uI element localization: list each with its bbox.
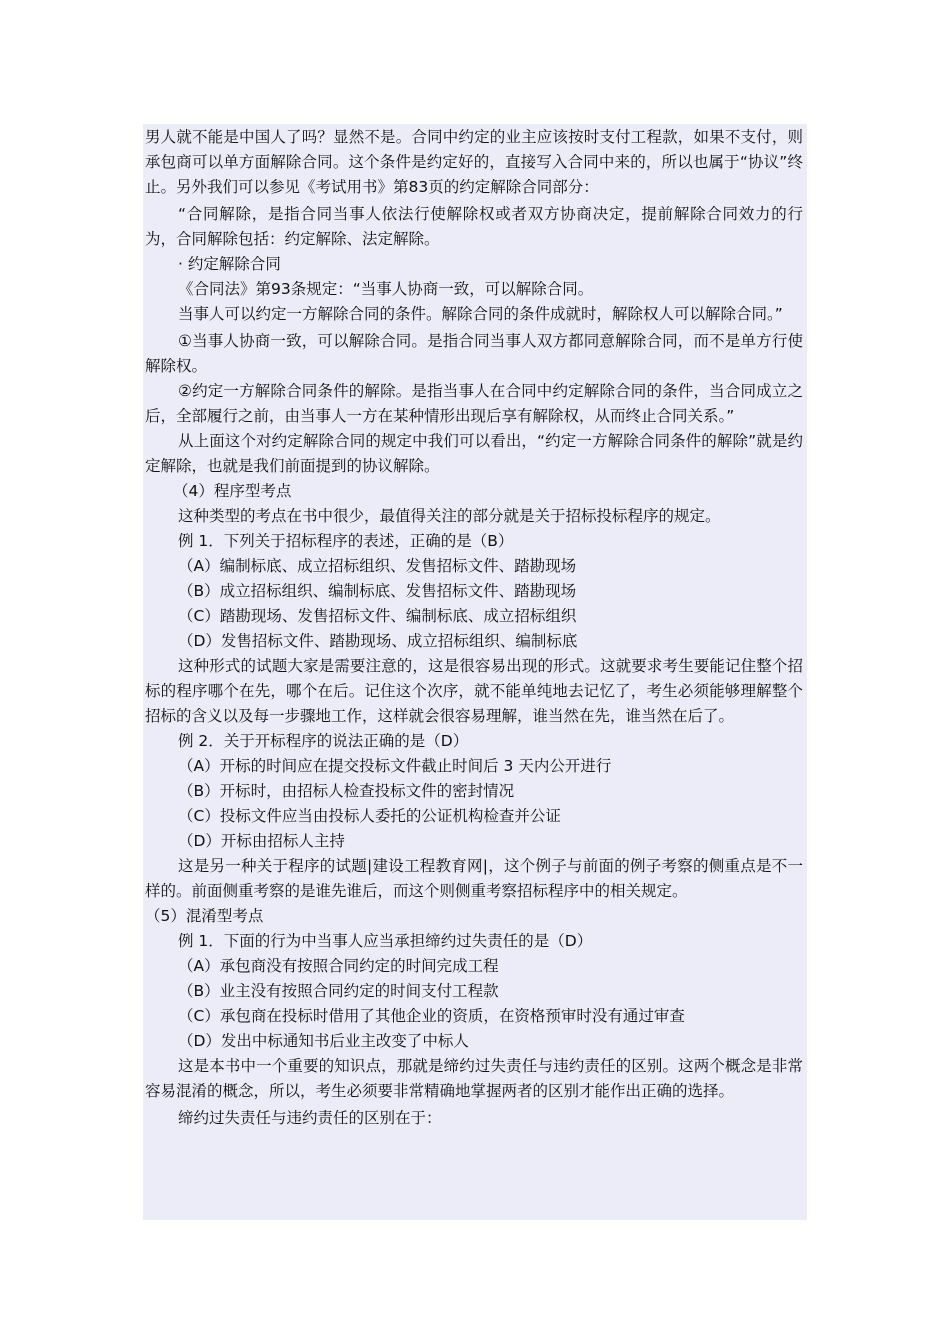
- paragraph-conclusion: 从上面这个对约定解除合同的规定中我们可以看出，“约定一方解除合同条件的解除”就是约定解除，也就是我们前面提到的协议解除。: [145, 432, 803, 475]
- paragraph-example-2-analysis: 这是另一种关于程序的试题|建设工程教育网|，这个例子与前面的例子考察的侧重点是不一样的。前面侧重考察的是谁先谁后，而这个则侧重考察招标程序中的相关规定。: [145, 857, 803, 900]
- paragraph-distinction-heading: 缔约过失责任与违约责任的区别在于：: [178, 1109, 442, 1127]
- paragraph-example-1-analysis: 这种形式的试题大家是需要注意的，这是很容易出现的形式。这就要求考生要能记住整个招标的程序哪个在先，哪个在后。记住这个次序，就不能单纯地去记忆了，考生必须能够理解整个招标的含义以及每一步骤地工作，这样就会很容易理解，谁当然在先，谁当然在后了。: [145, 657, 803, 725]
- example-1-option-b: （B）成立招标组织、编制标底、发售招标文件、踏勘现场: [178, 582, 577, 600]
- example-3-option-c: （C）承包商在投标时借用了其他企业的资质，在资格预审时没有通过审查: [178, 1007, 685, 1025]
- example-3-question: 例 1．下面的行为中当事人应当承担缔约过失责任的是（D）: [178, 932, 593, 950]
- example-1-option-c: （C）踏勘现场、发售招标文件、编制标底、成立招标组织: [178, 607, 577, 625]
- section-heading-5: （5）混淆型考点: [145, 907, 264, 925]
- paragraph-quote: “合同解除，是指合同当事人依法行使解除权或者双方协商决定，提前解除合同效力的行为，合同解除包括：约定解除、法定解除。: [145, 205, 803, 248]
- example-2-question: 例 2．关于开标程序的说法正确的是（D）: [178, 732, 469, 750]
- paragraph-point-1: ①当事人协商一致，可以解除合同。是指合同当事人双方都同意解除合同，而不是单方行使解除权。: [145, 332, 803, 375]
- example-3-option-b: （B）业主没有按照合同约定的时间支付工程款: [178, 982, 499, 1000]
- section-heading-4: （4）程序型考点: [173, 482, 292, 500]
- paragraph-law-article: 《合同法》第93条规定：“当事人协商一致，可以解除合同。: [178, 280, 594, 298]
- bullet-heading: · 约定解除合同: [178, 255, 281, 273]
- example-2-option-d: （D）开标由招标人主持: [178, 832, 345, 850]
- document-body: [143, 124, 807, 1220]
- example-1-option-a: （A）编制标底、成立招标组织、发售招标文件、踏勘现场: [178, 557, 577, 575]
- example-2-option-b: （B）开标时，由招标人检查投标文件的密封情况: [178, 782, 515, 800]
- example-3-option-d: （D）发出中标通知书后业主改变了中标人: [178, 1032, 469, 1050]
- example-1-question: 例 1．下列关于招标程序的表述，正确的是（B）: [178, 532, 514, 550]
- example-3-option-a: （A）承包商没有按照合同约定的时间完成工程: [178, 957, 499, 975]
- paragraph-law-clause: 当事人可以约定一方解除合同的条件。解除合同的条件成就时，解除权人可以解除合同。”: [178, 305, 783, 323]
- example-1-option-d: （D）发售招标文件、踏勘现场、成立招标组织、编制标底: [178, 632, 578, 650]
- example-2-option-c: （C）投标文件应当由投标人委托的公证机构检查并公证: [178, 807, 561, 825]
- paragraph-point-2: ②约定一方解除合同条件的解除。是指当事人在合同中约定解除合同的条件，当合同成立之后，全部履行之前，由当事人一方在某种情形出现后享有解除权，从而终止合同关系。”: [145, 382, 803, 425]
- paragraph-section-4-intro: 这种类型的考点在书中很少，最值得关注的部分就是关于招标投标程序的规定。: [178, 507, 721, 525]
- paragraph-example-3-analysis: 这是本书中一个重要的知识点，那就是缔约过失责任与违约责任的区别。这两个概念是非常容易混淆的概念，所以，考生必须要非常精确地掌握两者的区别才能作出正确的选择。: [145, 1057, 803, 1100]
- paragraph-intro: 男人就不能是中国人了吗？显然不是。合同中约定的业主应该按时支付工程款，如果不支付，则承包商可以单方面解除合同。这个条件是约定好的，直接写入合同中来的，所以也属于“协议”终止。另外我们可以参见《考试用书》第83页的约定解除合同部分：: [145, 128, 803, 196]
- example-2-option-a: （A）开标的时间应在提交投标文件截止时间后 3 天内公开进行: [178, 757, 612, 775]
